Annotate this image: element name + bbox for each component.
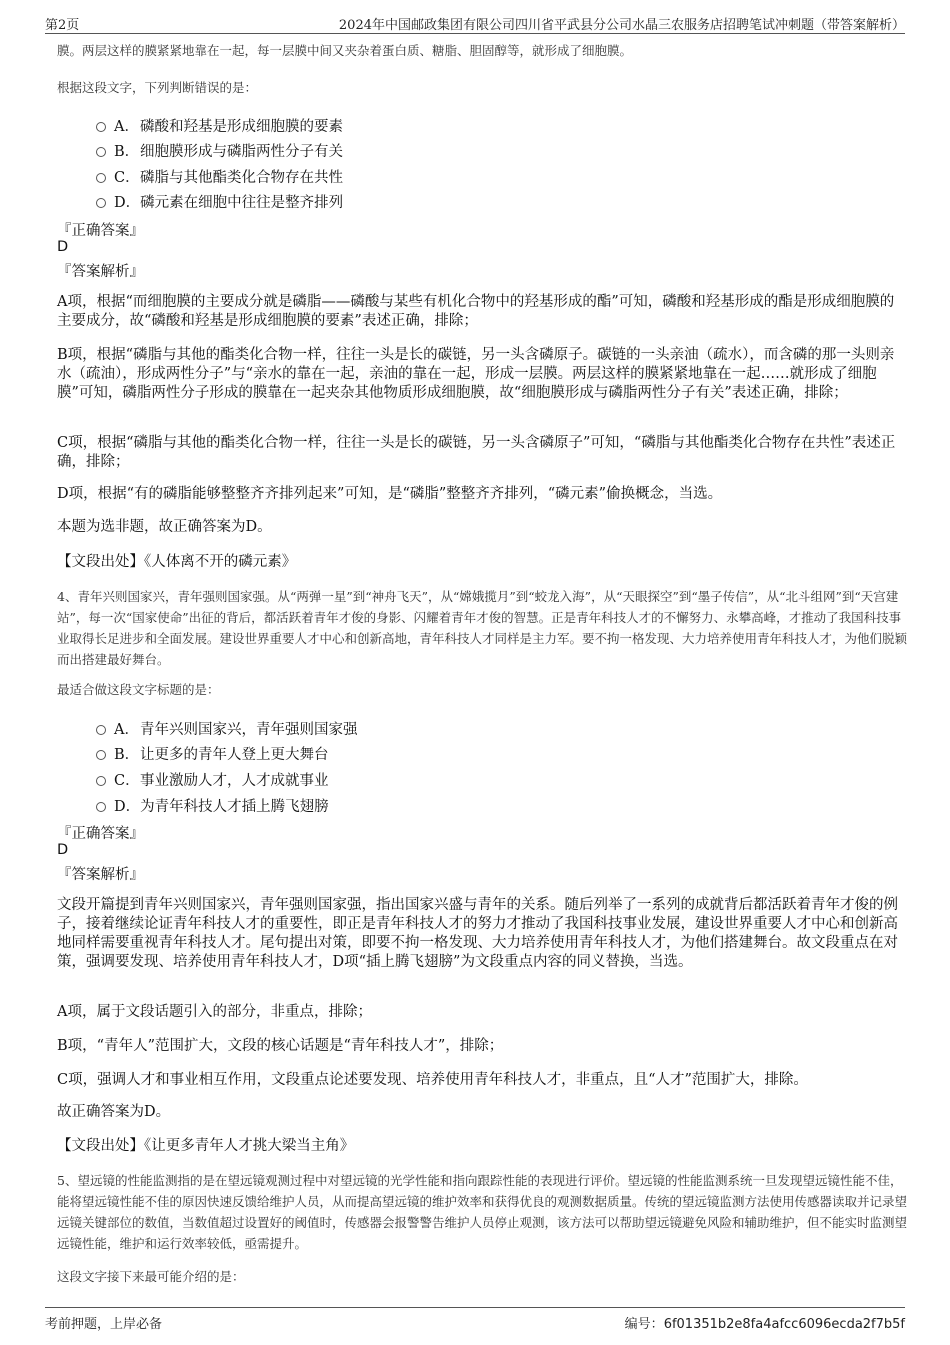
q4-answer-label: 『正确答案』 (57, 826, 144, 842)
q3-analysis-a: A项，根据“而细胞膜的主要成分就是磷脂——磷酸与某些有机化合物中的羟基形成的酯”可知，磷酸和羟基形成的酯是形成细胞膜的主要成分，故“磷酸和羟基是形成细胞膜的要素”表述正确，排除； (57, 294, 895, 329)
q5-passage: 5、望远镜的性能监测指的是在望远镜观测过程中对望远镜的光学性能和指向跟踪性能的表现进行评价。望远镜的性能监测系统一旦发现望远镜性能不佳，能将望远镜性能不佳的原因快速反馈给维护人员，从而提高望远镜的维护效率和获得优良的观测数据质量。传统的望远镜监测方法使用传感器读取并记录望远镜关键部位的数值，当数值超过设置好的阈值时，传感器会报警警告维护人员停止观测，该方法可以帮助望远镜避免风险和辅助维护，但不能实时监测望远镜性能，维护和运行效率较低，亟需提升。 (57, 1173, 908, 1251)
q4-analysis-b: B项，“青年人”范围扩大，文段的核心话题是“青年科技人才”，排除； (57, 1038, 504, 1054)
q4-analysis-a: A项，属于文段话题引入的部分，非重点，排除； (57, 1004, 372, 1020)
q4-analysis-label: 『答案解析』 (57, 867, 144, 883)
q4-passage: 4、青年兴则国家兴，青年强则国家强。从“两弹一星”到“神舟飞天”，从“嫦娥揽月”到“蛟龙入海”，从“天眼探空”到“墨子传信”，从“北斗组网”到“天宫建站”，每一次“国家使命”出征的背后，都活跃着青年才俊的身影、闪耀着青年才俊的智慧。正是青年科技人才的不懈努力、永攀高峰，才推动了我国科技事业取得长足进步和全面发展。建设世界重要人才中心和创新高地，青年科技人才同样是主力军。要不拘一格发现、大力培养使用青年科技人才，为他们脱颖而出搭建最好舞台。 (57, 589, 908, 667)
radio-icon[interactable] (96, 122, 106, 132)
radio-icon[interactable] (96, 776, 106, 786)
q4-question: 最适合做这段文字标题的是： (57, 682, 220, 697)
radio-icon[interactable] (96, 802, 106, 812)
q3-conclusion: 本题为选非题，故正确答案为D。 (57, 519, 272, 535)
q4-option-b[interactable]: B．让更多的青年人登上更大舞台 (96, 743, 329, 764)
q4-answer: D (57, 842, 69, 858)
page-number: 第2页 (45, 18, 80, 33)
q4-conclusion: 故正确答案为D。 (57, 1104, 171, 1120)
footer-id (625, 1313, 905, 1332)
radio-icon[interactable] (96, 750, 106, 760)
q4-source: 【文段出处】《让更多青年人才挑大梁当主角》 (57, 1138, 355, 1154)
q4-analysis-main: 文段开篇提到青年兴则国家兴，青年强则国家强，指出国家兴盛与青年的关系。随后列举了一系列的成就背后都活跃着青年才俊的例子，接着继续论证青年科技人才的重要性，即正是青年科技人才的努力才推动了我国科技事业发展，建设世界重要人才中心和创新高地同样需要重视青年科技人才。尾句提出对策，即要不拘一格发现、大力培养使用青年科技人才，为他们搭建舞台。故文段重点在对策，强调要发现、培养使用青年科技人才，D项“插上腾飞翅膀”为文段重点内容的同义替换，当选。 (57, 897, 898, 970)
q5-question: 这段文字接下来最可能介绍的是： (57, 1269, 245, 1284)
q3-option-b[interactable]: B．细胞膜形成与磷脂两性分子有关 (96, 140, 343, 161)
footer-id-code: 6f01351b2e8fa4afcc6096ecda2f7b5f (663, 1317, 905, 1332)
q4-analysis-c: C项，强调人才和事业相互作用，文段重点论述要发现、培养使用青年科技人才，非重点，且“人才”范围扩大，排除。 (57, 1072, 808, 1088)
q4-option-c[interactable]: C．事业激励人才，人才成就事业 (96, 769, 329, 790)
footer-id-label: 编号： (624, 1317, 664, 1332)
q3-option-c[interactable]: C．磷脂与其他酯类化合物存在共性 (96, 166, 343, 187)
q3-passage-tail: 膜。两层这样的膜紧紧地靠在一起，每一层膜中间又夹杂着蛋白质、糖脂、胆固醇等，就形成了细胞膜。 (57, 43, 633, 58)
radio-icon[interactable] (96, 198, 106, 208)
footer-slogan: 考前押题，上岸必备 (45, 1317, 163, 1332)
radio-icon[interactable] (96, 173, 106, 183)
q3-analysis-label: 『答案解析』 (57, 264, 144, 280)
q4-option-d[interactable]: D．为青年科技人才插上腾飞翅膀 (96, 795, 329, 816)
q4-option-a[interactable]: A．青年兴则国家兴，青年强则国家强 (96, 718, 358, 739)
q3-option-d[interactable]: D．磷元素在细胞中往往是整齐排列 (96, 191, 343, 212)
q3-question: 根据这段文字，下列判断错误的是： (57, 80, 258, 95)
header-divider (45, 33, 905, 34)
q3-answer-label: 『正确答案』 (57, 223, 144, 239)
footer-divider (45, 1307, 905, 1308)
q3-analysis-b: B项，根据“磷脂与其他的酯类化合物一样，往往一头是长的碳链，另一头含磷原子。碳链的一头亲油（疏水），而含磷的那一头则亲水（疏油），形成两性分子”与“亲水的靠在一起，亲油的靠在一起，形成一层膜。两层这样的膜紧紧地靠在一起……就形成了细胞膜”可知，磷脂两性分子形成的膜靠在一起夹杂其他物质形成细胞膜，故“细胞膜形成与磷脂两性分子有关”表述正确，排除； (57, 347, 895, 401)
q3-option-a[interactable]: A．磷酸和羟基是形成细胞膜的要素 (96, 115, 343, 136)
q3-source: 【文段出处】《人体离不开的磷元素》 (57, 554, 297, 570)
q3-analysis-c: C项，根据“磷脂与其他的酯类化合物一样，往往一头是长的碳链，另一头含磷原子”可知，“磷脂与其他酯类化合物存在共性”表述正确，排除； (57, 435, 896, 470)
q3-answer: D (57, 239, 69, 255)
radio-icon[interactable] (96, 147, 106, 157)
q3-analysis-d: D项，根据“有的磷脂能够整整齐齐排列起来”可知，是“磷脂”整整齐齐排列，“磷元素”偷换概念，当选。 (57, 486, 723, 502)
radio-icon[interactable] (96, 725, 106, 735)
document-title: 2024年中国邮政集团有限公司四川省平武县分公司水晶三农服务店招聘笔试冲刺题（带答案解析） (338, 18, 905, 33)
